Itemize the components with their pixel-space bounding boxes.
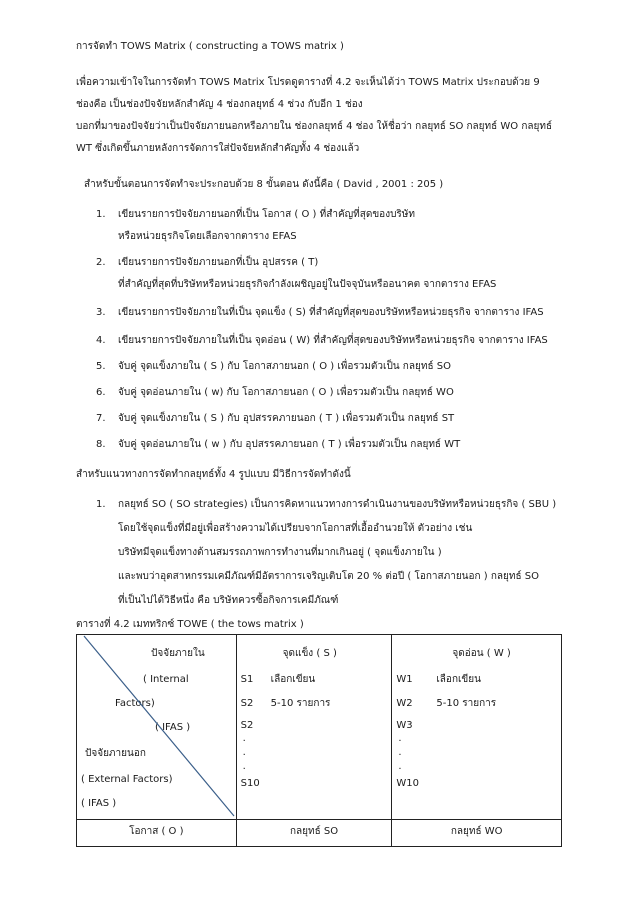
external-factors-label: ( External Factors)	[81, 774, 173, 785]
intro-line-1: เพื่อความเข้าใจในการจัดทำ TOWS Matrix โปรดดูตารางที่ 4.2 จะเห็นได้ว่า TOWS Matrix ประกอบด้วย 9	[76, 77, 540, 88]
step-number: 6.	[96, 387, 106, 398]
internal-factors-label: ( IFAS )	[155, 722, 191, 733]
intro-line-2: ช่องคือ เป็นช่องปัจจัยหลักสำคัญ 4 ช่องกลยุทธ์ 4 ช่วง กับอีก 1 ช่อง	[76, 99, 363, 110]
external-factors-label: ปัจจัยภายนอก	[85, 748, 146, 759]
step-number: 3.	[96, 307, 106, 318]
strategy-line-1: กลยุทธ์ SO ( SO strategies) เป็นการคิดหาแนวทางการดำเนินงานของบริษัทหรือหน่วยธุรกิจ ( SBU )	[118, 499, 557, 510]
strategy-line-2: โดยใช้จุดแข็งที่มีอยู่เพื่อสร้างความได้เปรียบจากโอกาสที่เอื้ออำนวยให้ ตัวอย่าง เช่น	[118, 523, 473, 534]
strength-ellipsis: .	[242, 761, 246, 772]
step-7-line-1: จับคู่ จุดแข็งภายใน ( S ) กับ อุปสรรคภายนอก ( T ) เพื่อรวมตัวเป็น กลยุทธ์ ST	[118, 413, 455, 424]
weaknesses-header: จุดอ่อน ( W )	[452, 648, 511, 659]
strategy-line-3: บริษัทมีจุดแข็งทางด้านสมรรถภาพการทำงานที่มากเกินอยู่ ( จุดแข็งภายใน )	[118, 547, 442, 558]
step-4-line-1: เขียนรายการปัจจัยภายในที่เป็น จุดอ่อน ( W) ที่สำคัญที่สุดของบริษัทหรือหน่วยธุรกิจ จากตาราง IFAS	[118, 335, 548, 346]
strength-code: S1	[240, 674, 254, 685]
step-1-line-1: เขียนรายการปัจจัยภายนอกที่เป็น โอกาส ( O ) ที่สำคัญที่สุดของบริษัท	[118, 209, 415, 220]
weakness-ellipsis: .	[398, 761, 402, 772]
strategy-line-5: ที่เป็นไปได้วิธีหนึ่ง คือ บริษัทควรซื้อกิจการเคมีภัณฑ์	[118, 595, 339, 606]
step-6-line-1: จับคู่ จุดอ่อนภายใน ( w) กับ โอกาสภายนอก ( O ) เพื่อรวมตัวเป็น กลยุทธ์ WO	[118, 387, 454, 398]
internal-factors-label: Factors)	[115, 698, 155, 709]
strength-text: เลือกเขียน	[270, 674, 316, 685]
strength-code: S10	[240, 778, 260, 789]
step-3-line-1: เขียนรายการปัจจัยภายในที่เป็น จุดแข็ง ( S) ที่สำคัญที่สุดของบริษัทหรือหน่วยธุรกิจ จากตาราง IFAS	[118, 307, 544, 318]
weaknesses-cell	[392, 635, 562, 820]
internal-factors-label: ( Internal	[143, 674, 189, 685]
step-8-line-1: จับคู่ จุดอ่อนภายใน ( w ) กับ อุปสรรคภายนอก ( T ) เพื่อรวมตัวเป็น กลยุทธ์ WT	[118, 439, 461, 450]
step-2-line-2: ที่สำคัญที่สุดที่บริษัทหรือหน่วยธุรกิจกำลังเผชิญอยู่ในปัจจุบันหรืออนาคต จากตาราง EFAS	[118, 279, 497, 290]
wo-strategy-cell	[392, 820, 562, 847]
weakness-text: 5-10 รายการ	[436, 698, 497, 709]
external-factors-label: ( IFAS )	[81, 798, 117, 809]
step-number: 1.	[96, 209, 106, 220]
step-number: 5.	[96, 361, 106, 372]
steps-intro: สำหรับขั้นตอนการจัดทำจะประกอบด้วย 8 ขั้นตอน ดังนี้คือ ( David , 2001 : 205 )	[84, 179, 444, 190]
step-5-line-1: จับคู่ จุดแข็งภายใน ( S ) กับ โอกาสภายนอก ( O ) เพื่อรวมตัวเป็น กลยุทธ์ SO	[118, 361, 451, 372]
strength-code: S2	[240, 698, 254, 709]
strategy-intro: สำหรับแนวทางการจัดทำกลยุทธ์ทั้ง 4 รูปแบบ มีวิธีการจัดทำดังนี้	[76, 469, 351, 480]
step-number: 8.	[96, 439, 106, 450]
step-number: 2.	[96, 257, 106, 268]
weakness-text: เลือกเขียน	[436, 674, 481, 685]
internal-factors-label: ปัจจัยภายใน	[151, 648, 205, 659]
table-caption: ตารางที่ 4.2 เมททริกซ์ TOWE ( the tows matrix )	[76, 619, 304, 630]
intro-line-3: บอกที่มาของปัจจัยว่าเป็นปัจจัยภายนอกหรือภายใน ช่องกลยุทธ์ 4 ช่อง ให้ชื่อว่า กลยุทธ์ SO กลยุทธ์ WO กลยุทธ์	[76, 121, 553, 132]
strength-ellipsis: .	[242, 733, 246, 744]
strengths-cell	[236, 635, 392, 820]
weakness-ellipsis: .	[398, 747, 402, 758]
weakness-code: W3	[396, 720, 413, 731]
step-number: 7.	[96, 413, 106, 424]
strength-ellipsis: .	[242, 747, 246, 758]
step-number: 4.	[96, 335, 106, 346]
opportunity-cell	[77, 820, 237, 847]
weakness-code: W1	[396, 674, 413, 685]
weakness-ellipsis: .	[398, 733, 402, 744]
so-strategy-cell	[236, 820, 392, 847]
strategy-number: 1.	[96, 499, 106, 510]
opportunity-label: โอกาส ( O )	[129, 826, 184, 837]
weakness-code: W10	[396, 778, 420, 789]
intro-line-4: WT ซึ่งเกิดขึ้นภายหลังการจัดการใส่ปัจจัยหลักสำคัญทั้ง 4 ช่องแล้ว	[76, 143, 360, 154]
weakness-code: W2	[396, 698, 413, 709]
strength-code: S2	[240, 720, 254, 731]
so-strategy-label: กลยุทธ์ SO	[289, 826, 339, 837]
diagonal-divider	[84, 636, 234, 816]
step-2-line-1: เขียนรายการปัจจัยภายนอกที่เป็น อุปสรรค ( T)	[118, 257, 319, 268]
corner-diagonal-line	[76, 634, 236, 818]
strategy-line-4: และพบว่าอุตสาหกรรมเคมีภัณฑ์มีอัตราการเจริญเติบโต 20 % ต่อปี ( โอกาสภายนอก ) กลยุทธ์ SO	[118, 571, 539, 582]
strengths-header: จุดแข็ง ( S )	[282, 648, 337, 659]
step-1-line-2: หรือหน่วยธุรกิจโดยเลือกจากตาราง EFAS	[118, 231, 297, 242]
section-heading: การจัดทำ TOWS Matrix ( constructing a TOWS matrix )	[76, 41, 344, 52]
wo-strategy-label: กลยุทธ์ WO	[450, 826, 503, 837]
strength-text: 5-10 รายการ	[270, 698, 331, 709]
